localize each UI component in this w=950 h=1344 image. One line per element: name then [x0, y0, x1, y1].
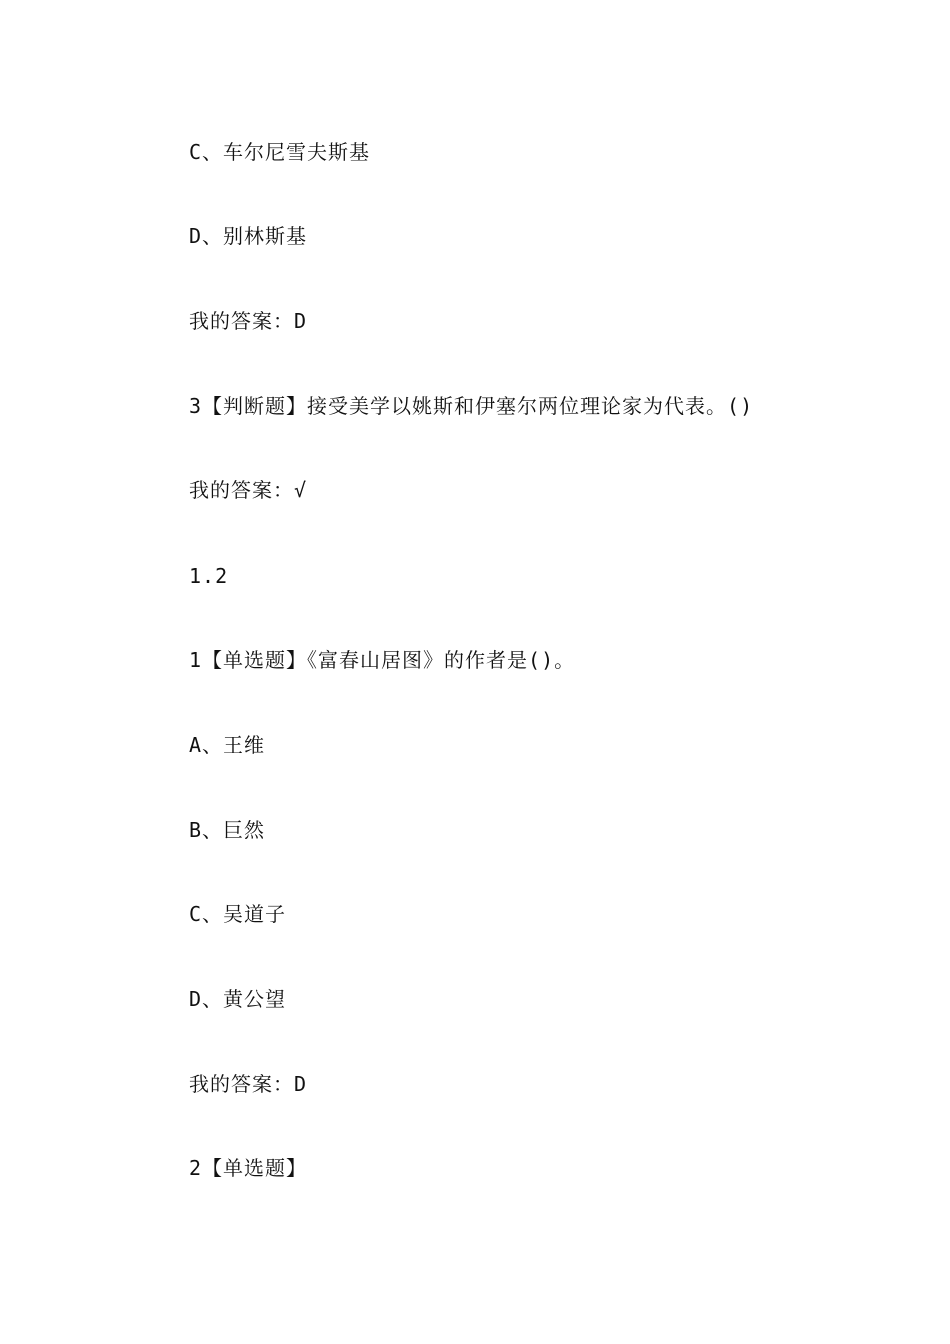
- question-2-single-choice: 2【单选题】: [189, 1156, 308, 1180]
- question-1-single-choice: 1【单选题】《富春山居图》的作者是()。: [189, 648, 576, 672]
- my-answer-line: 我的答案：√: [189, 478, 308, 502]
- option-d-line: D、黄公望: [189, 987, 287, 1011]
- my-answer-line: 我的答案：D: [189, 1072, 308, 1096]
- option-d-line: D、别林斯基: [189, 224, 308, 248]
- option-c-line: C、吴道子: [189, 902, 287, 926]
- option-a-line: A、王维: [189, 733, 266, 757]
- my-answer-line: 我的答案：D: [189, 309, 308, 333]
- option-b-line: B、巨然: [189, 818, 266, 842]
- option-c-line: C、车尔尼雪夫斯基: [189, 140, 371, 164]
- question-3-true-false: 3【判断题】接受美学以姚斯和伊塞尔两位理论家为代表。(): [189, 394, 754, 418]
- section-heading: 1.2: [189, 564, 229, 588]
